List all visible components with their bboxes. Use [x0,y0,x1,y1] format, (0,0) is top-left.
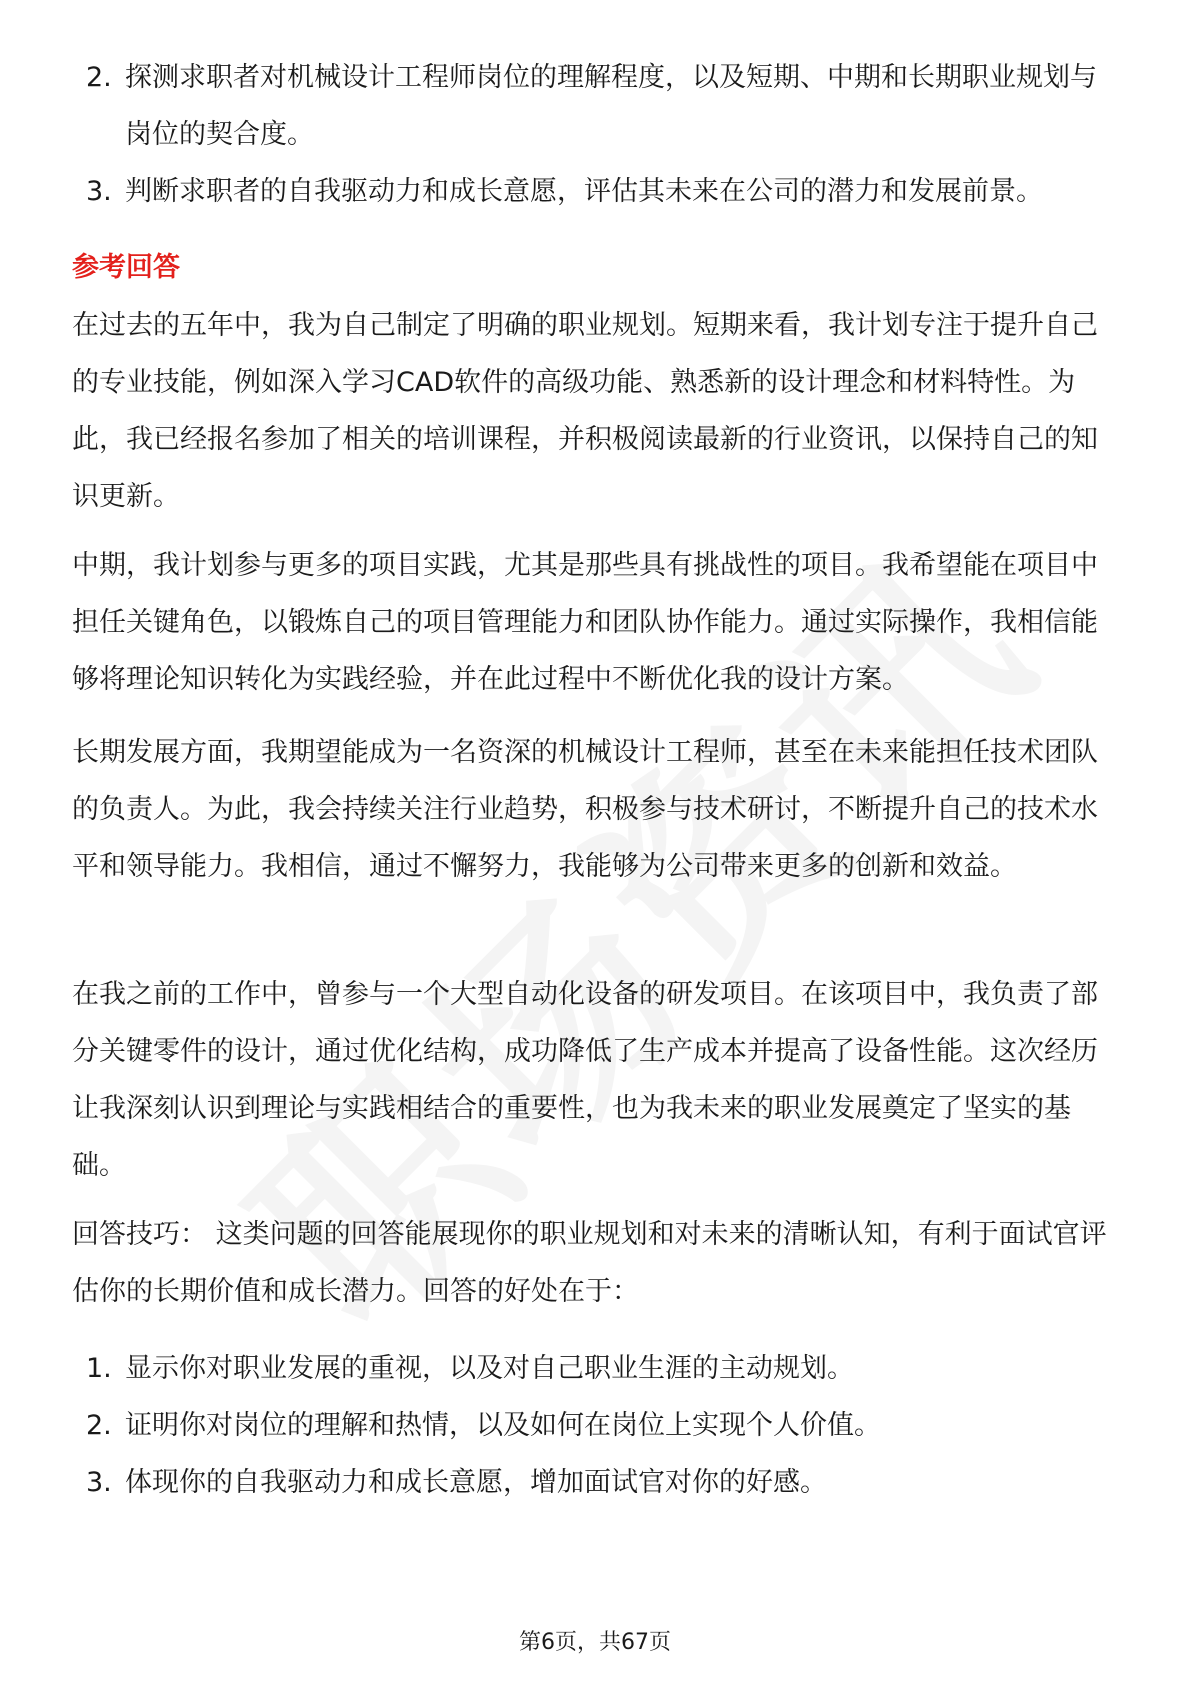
list-item-text: 显示你对职业发展的重视，以及对自己职业生涯的主动规划。 [125,1353,854,1384]
list-item-number: 2. [86,62,112,93]
list-item-text: 探测求职者对机械设计工程师岗位的理解程度，以及短期、中期和长期职业规划与岗位的契合度。 [125,62,1097,150]
list-item-text: 证明你对岗位的理解和热情，以及如何在岗位上实现个人价值。 [125,1410,881,1441]
list-item-number: 3. [86,1467,112,1498]
answer-paragraph: 长期发展方面，我期望能成为一名资深的机械设计工程师，甚至在未来能担任技术团队的负责人。为此，我会持续关注行业趋势，积极参与技术研讨，不断提升自己的技术水平和领导能力。我相信，通过不懈努力，我能够为公司带来更多的创新和效益。 [72,737,1098,882]
list-item [80,1454,1120,1511]
list-item-text: 体现你的自我驱动力和成长意愿，增加面试官对你的好感。 [125,1467,827,1498]
answer-paragraph: 在过去的五年中，我为自己制定了明确的职业规划。短期来看，我计划专注于提升自己的专业技能，例如深入学习CAD软件的高级功能、熟悉新的设计理念和材料特性。为此，我已经报名参加了相关的培训课程，并积极阅读最新的行业资讯，以保持自己的知识更新。 [72,310,1098,512]
list-item [80,163,1120,220]
list-item-text: 判断求职者的自我驱动力和成长意愿，评估其未来在公司的潜力和发展前景。 [125,176,1043,207]
section-heading: 参考回答 [72,252,180,283]
criteria-list [80,49,1120,220]
list-item [80,49,1120,163]
list-item-number: 2. [86,1410,112,1441]
answer-paragraph: 在我之前的工作中，曾参与一个大型自动化设备的研发项目。在该项目中，我负责了部分关键零件的设计，通过优化结构，成功降低了生产成本并提高了设备性能。这次经历让我深刻认识到理论与实践相结合的重要性，也为我未来的职业发展奠定了坚实的基础。 [72,979,1098,1181]
page-number-footer: 第6页，共67页 [519,1630,671,1655]
list-item-number: 1. [86,1353,112,1384]
benefits-list [80,1340,1120,1511]
tips-paragraph: 回答技巧： 这类问题的回答能展现你的职业规划和对未来的清晰认知，有利于面试官评估你的长期价值和成长潜力。回答的好处在于： [72,1219,1107,1307]
list-item [80,1340,1120,1397]
answer-paragraph: 中期，我计划参与更多的项目实践，尤其是那些具有挑战性的项目。我希望能在项目中担任关键角色，以锻炼自己的项目管理能力和团队协作能力。通过实际操作，我相信能够将理论知识转化为实践经验，并在此过程中不断优化我的设计方案。 [72,550,1098,695]
list-item [80,1397,1120,1454]
list-item-number: 3. [86,176,112,207]
